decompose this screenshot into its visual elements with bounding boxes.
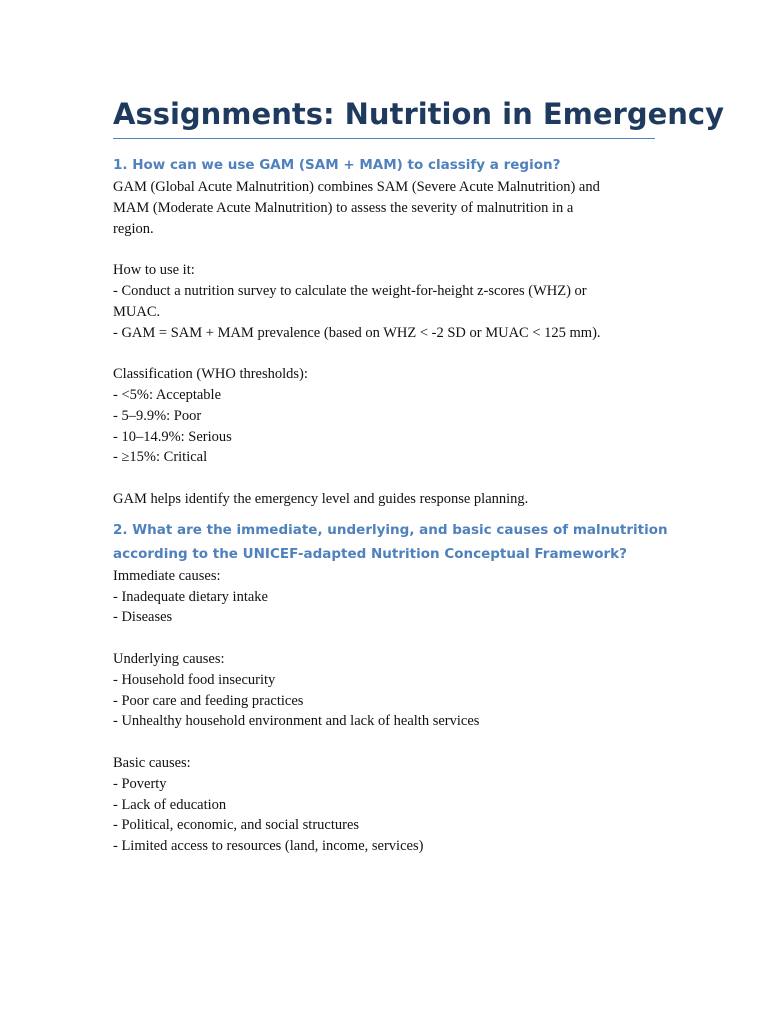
paragraph-spacer xyxy=(113,732,655,753)
q1-classification-block xyxy=(113,364,655,468)
list-item: - Poverty xyxy=(113,775,167,792)
list-item: - Unhealthy household environment and lack of health services xyxy=(113,713,480,730)
heading-line: 2. What are the immediate, underlying, and basic causes of malnutrition xyxy=(113,521,668,538)
list-item: - Inadequate dietary intake xyxy=(113,588,268,605)
paragraph-spacer xyxy=(113,343,655,364)
text-line: MAM (Moderate Acute Malnutrition) to assess the severity of malnutrition in a xyxy=(113,199,574,216)
list-item: - ≥15%: Critical xyxy=(113,449,208,466)
paragraph-spacer xyxy=(113,468,655,489)
text-line: MUAC. xyxy=(113,303,161,320)
immediate-causes-label: Immediate causes: xyxy=(113,567,221,584)
list-item: - Household food insecurity xyxy=(113,671,276,688)
q1-how-to-use-block xyxy=(113,260,655,343)
text-line: GAM (Global Acute Malnutrition) combines SAM (Severe Acute Malnutrition) and xyxy=(113,179,600,195)
text-line: - GAM = SAM + MAM prevalence (based on WHZ < -2 SD or MUAC < 125 mm). xyxy=(113,324,601,341)
heading-line: according to the UNICEF-adapted Nutrition Conceptual Framework? xyxy=(113,545,627,562)
q2-basic-causes-block xyxy=(113,753,655,857)
question-2-section xyxy=(113,518,668,857)
q1-intro-paragraph xyxy=(113,177,655,239)
how-to-use-label: How to use it: xyxy=(113,262,195,279)
question-1-heading: 1. How can we use GAM (SAM + MAM) to classify a region? xyxy=(113,157,561,173)
classification-label: Classification (WHO thresholds): xyxy=(113,366,308,383)
list-item: - 10–14.9%: Serious xyxy=(113,428,232,445)
list-item: - 5–9.9%: Poor xyxy=(113,407,202,424)
text-line: region. xyxy=(113,220,154,237)
list-item: - Diseases xyxy=(113,609,173,626)
paragraph-spacer xyxy=(113,239,655,260)
basic-causes-label: Basic causes: xyxy=(113,754,191,771)
question-2-heading xyxy=(113,518,668,566)
list-item: - Political, economic, and social structures xyxy=(113,817,360,834)
document-title: Assignments: Nutrition in Emergency xyxy=(113,94,655,139)
text-line: GAM helps identify the emergency level and guides response planning. xyxy=(113,490,529,507)
list-item: - Lack of education xyxy=(113,796,227,813)
q1-conclusion xyxy=(113,489,655,510)
list-item: - Poor care and feeding practices xyxy=(113,692,304,709)
question-1-section xyxy=(113,153,655,510)
list-item: - <5%: Acceptable xyxy=(113,386,222,403)
text-line: - Conduct a nutrition survey to calculate the weight-for-height z-scores (WHZ) or xyxy=(113,282,587,299)
list-item: - Limited access to resources (land, income, services) xyxy=(113,838,424,855)
document-page xyxy=(113,94,724,857)
q2-immediate-causes-block xyxy=(113,566,655,628)
underlying-causes-label: Underlying causes: xyxy=(113,650,225,667)
q2-underlying-causes-block xyxy=(113,649,655,732)
paragraph-spacer xyxy=(113,628,655,649)
